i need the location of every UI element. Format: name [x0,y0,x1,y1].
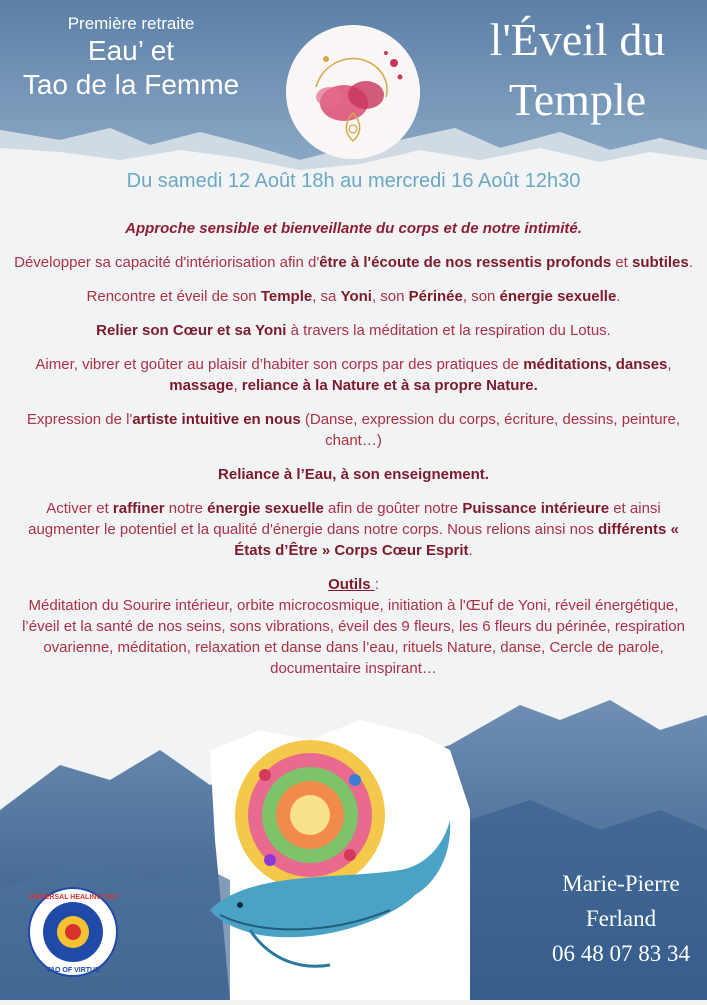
text: afin de goûter notre [323,500,463,517]
outils-colon: : [374,576,379,593]
universal-healing-tao-badge [27,886,119,978]
text: Aimer, vibrer et goûter au plaisir d’habiter son corps par des pratiques de [35,356,524,373]
text: et [611,254,633,271]
paragraph-2 [14,286,693,307]
emphasis: différents « États d’Être » Corps Cœur Esprit [234,521,679,559]
text: , son [462,288,500,305]
main-title-line-1: l'Éveil du [489,14,666,65]
emphasis: Yoni [340,288,372,305]
main-title [455,10,700,130]
emphasis: Puissance intérieure [462,500,610,517]
contact-name-line-2: Ferland [585,906,657,931]
event-dates: Du samedi 12 Août 18h au mercredi 16 Août 12h30 [126,170,581,192]
text: Activer et [46,500,113,517]
paragraph-7 [14,498,693,561]
text: Développer sa capacité d'intériorisation afin d' [14,254,320,271]
text: Expression de l' [26,411,133,428]
subtitle-line-2: Tao de la Femme [22,69,240,100]
paragraph-1 [14,252,693,273]
paragraph-5 [14,409,693,451]
emphasis: Périnée [408,288,463,305]
emphasis: subtiles [632,254,689,271]
badge-bottom-text: TAO OF VIRTUE [46,967,100,974]
emphasis: reliance à la Nature et à sa propre Nature. [241,377,538,394]
paragraph-3 [14,320,693,341]
main-content [14,218,693,679]
paragraph-4 [14,354,693,396]
emphasis: énergie sexuelle [207,500,324,517]
emphasis: artiste intuitive en nous [132,411,301,428]
text: . [688,254,693,271]
emphasis: Relier son Cœur et sa Yoni [96,322,287,339]
text: notre [164,500,208,517]
emphasis: être à l'écoute de nos ressentis profonds [319,254,612,271]
contact-phone: 06 48 07 83 34 [552,941,690,966]
whale-circle-icon [160,720,475,1000]
contact-name-line-1: Marie-Pierre [562,871,680,896]
emphasis: raffiner [112,500,165,517]
text: , [667,356,672,373]
lotus-icon [286,25,420,159]
emphasis: Reliance à l’Eau, à son enseignement. [218,466,489,483]
emphasis: énergie sexuelle [499,288,617,305]
outils-heading [14,574,693,595]
text: à travers la méditation et la respiration du Lotus. [286,322,611,339]
badge-top-text: UNIVERSAL HEALING TAO [28,894,118,901]
text: Rencontre et éveil de son [86,288,261,305]
emphasis: méditations, danses [523,356,668,373]
outils-section [14,574,693,679]
emphasis: Temple [260,288,313,305]
intro-line: Approche sensible et bienveillante du corps et de notre intimité. [125,220,582,237]
text: , sa [312,288,341,305]
text: et ainsi augmenter le potentiel et la qualité d'énergie dans notre corps. Nous relions ainsi nos [28,500,661,538]
header-left [0,14,262,102]
lotus-logo [286,25,420,159]
text: . [468,542,473,559]
text: , son [371,288,409,305]
whale-illustration [160,720,475,1000]
outils-text: Méditation du Sourire intérieur, orbite microcosmique, initiation à l'Œuf de Yoni, réveil énergétique, l’éveil et la santé de nos seins, sons vibrations, éveil des 9 fleurs, les 6 fleurs du périnée, respiration ovarienne, méditation, relaxation et danse dans l’eau, rituels Nature, danse, Cercle de parole, documentaire inspirant… [22,597,685,677]
text: (Danse, expression du corps, écriture, dessins, peinture, chant…) [300,411,681,449]
outils-title: Outils [328,576,375,593]
main-title-line-2: Temple [508,74,647,125]
emphasis: massage [169,377,234,394]
subtitle-line-1: Eau’ et [87,35,175,66]
contact-block [535,866,707,971]
text: . [616,288,621,305]
text: , [233,377,242,394]
pre-title: Première retraite [67,14,195,33]
paragraph-6 [14,464,693,485]
